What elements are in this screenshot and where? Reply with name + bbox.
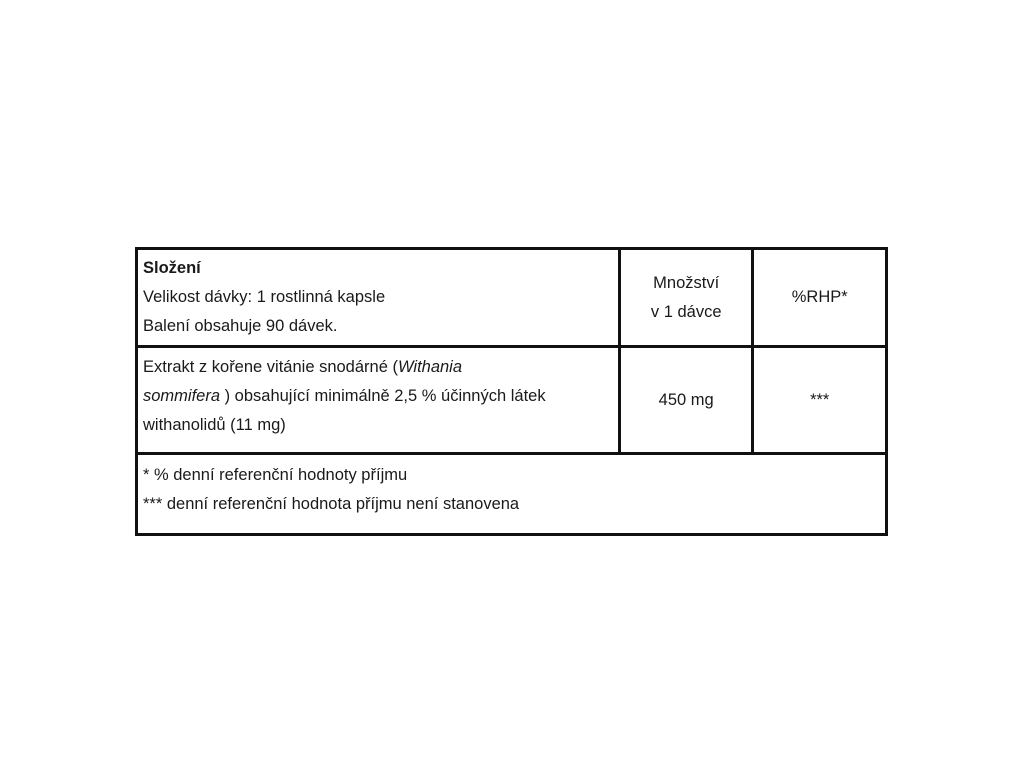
notes-row [137,454,887,535]
notes-cell [137,454,887,535]
note-rhp-definition: * % denní referenční hodnoty příjmu [143,466,408,484]
amount-header-line2: v 1 dávce [650,302,722,321]
ingredient-rhp-cell [753,347,887,454]
amount-header-cell [619,249,753,347]
ingredient-row [137,347,887,454]
ingredient-description-cell [137,347,620,454]
ingredient-text-line3: withanolidů (11 mg) [143,416,286,434]
ingredient-amount-cell [619,347,753,454]
amount-header-line1: Množství [653,273,720,292]
header-row [137,249,887,347]
ingredient-amount: 450 mg [658,390,714,409]
composition-cell [137,249,620,347]
rhp-header: %RHP* [791,288,848,306]
composition-title: Složení [143,259,201,277]
ingredient-latin-name-part1: Withania [397,358,463,376]
package-contents: Balení obsahuje 90 dávek. [143,317,338,335]
ingredient-text-before-latin: Extrakt z kořene vitánie snodárné ( [143,358,398,376]
serving-size: Velikost dávky: 1 rostlinná kapsle [143,288,386,306]
ingredient-latin-name-part2: sommifera [143,387,221,405]
note-rhp-not-established: *** denní referenční hodnota příjmu není stanovena [143,495,520,513]
rhp-header-cell [753,249,887,347]
supplement-facts-table [135,247,888,536]
ingredient-rhp: *** [810,390,830,409]
ingredient-text-after-latin: ) obsahující minimálně 2,5 % účinných látek [220,387,546,405]
